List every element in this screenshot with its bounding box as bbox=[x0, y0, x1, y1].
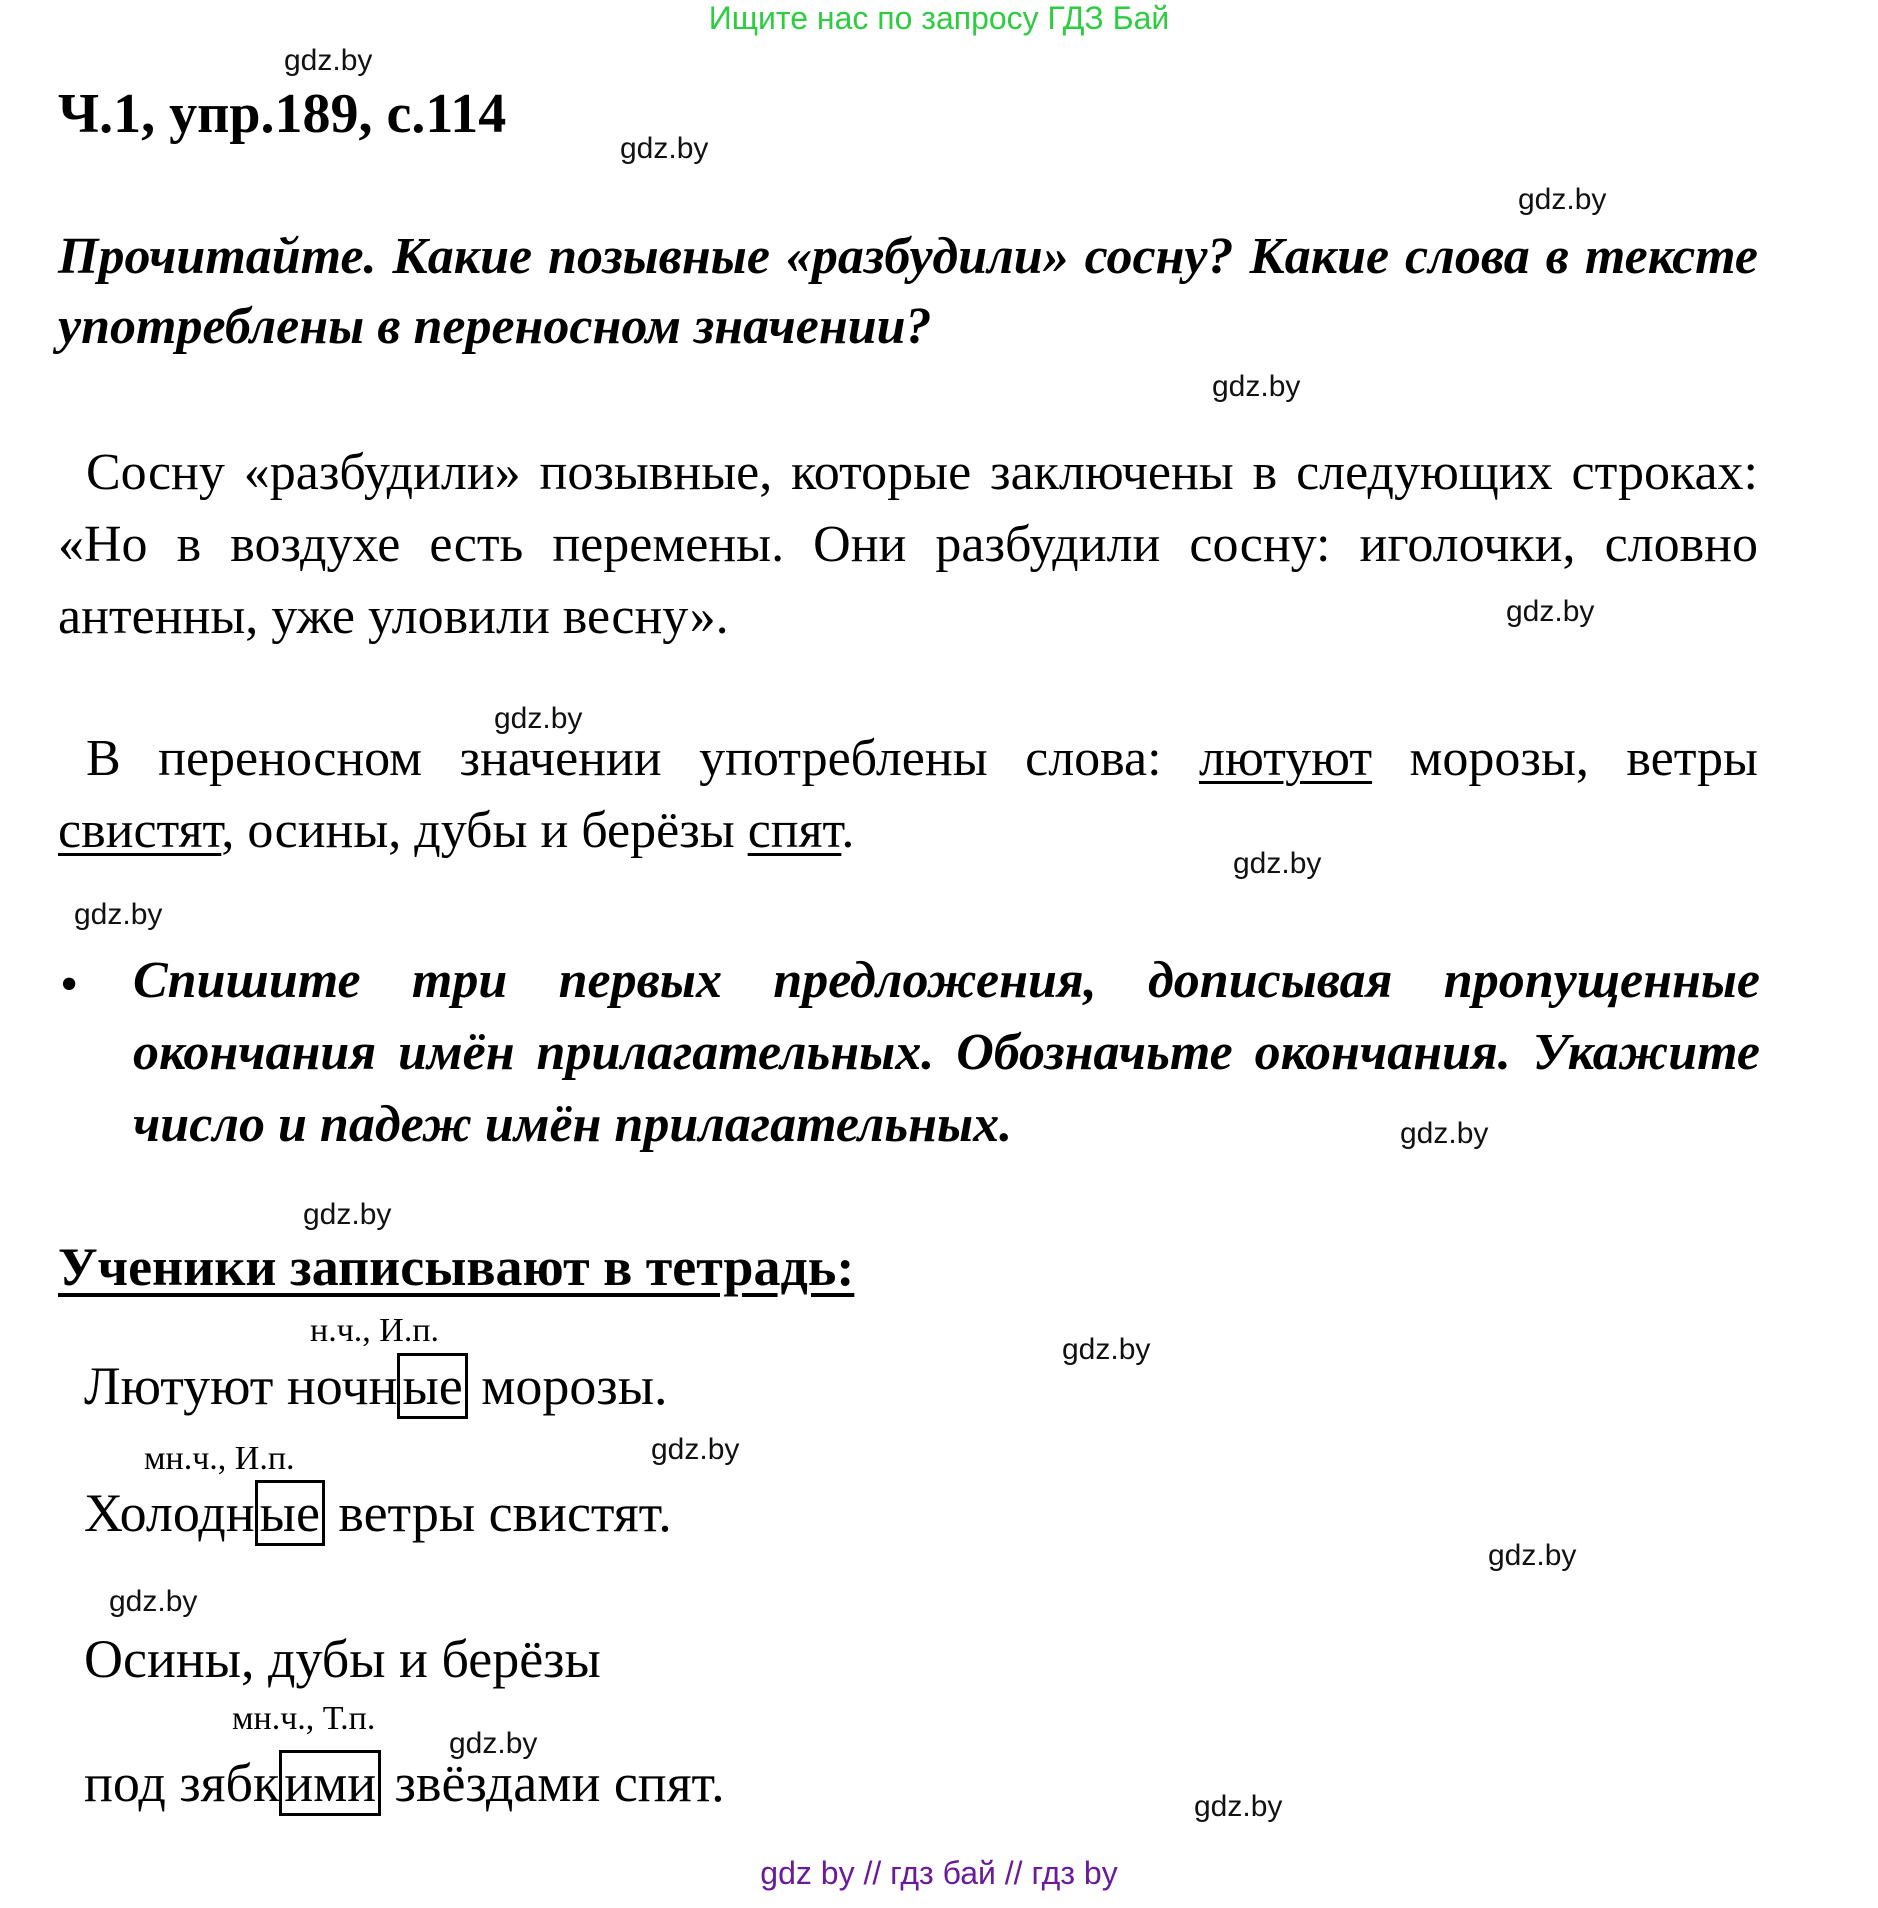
notebook-line: Осины, дубы и берёзы bbox=[84, 1629, 601, 1689]
underlined-word: спят bbox=[747, 802, 842, 859]
page-title: Ч.1, упр.189, с.114 bbox=[58, 83, 507, 145]
top-banner: Ищите нас по запросу ГДЗ Бай bbox=[708, 0, 1170, 36]
grammar-note: мн.ч., И.п. bbox=[144, 1440, 295, 1477]
answer-paragraph-2: В переносном значении употреблены слова: лютуют морозы, ветры свистят, осины, дубы и берёзы спят. bbox=[58, 730, 1758, 859]
watermark: gdz.by bbox=[1518, 183, 1607, 216]
task-instruction: Прочитайте. Какие позывные «разбудили» сосну? Какие слова в тексте употреблены в переносном значении? bbox=[58, 228, 1758, 355]
watermark: gdz.by bbox=[1212, 370, 1301, 403]
watermark: gdz.by bbox=[109, 1585, 198, 1618]
bottom-banner: gdz by // гдз бай // гдз by bbox=[760, 1855, 1118, 1891]
watermark: gdz.by bbox=[494, 702, 583, 735]
underlined-word: свистят bbox=[58, 802, 222, 859]
watermark: gdz.by bbox=[284, 44, 373, 77]
answer-paragraph-1: Сосну «разбудили» позывные, которые заключены в следующих строках: «Но в воздухе есть перемены. Они разбудили сосну: иголочки, словно антенны, уже уловили весну». bbox=[58, 444, 1758, 645]
underlined-word: лютуют bbox=[1199, 730, 1373, 787]
watermark: gdz.by bbox=[651, 1433, 740, 1466]
section-heading: Ученики записывают в тетрадь: bbox=[58, 1237, 855, 1297]
watermark: gdz.by bbox=[1400, 1117, 1489, 1150]
grammar-note: мн.ч., Т.п. bbox=[232, 1700, 376, 1737]
bullet-marker: • bbox=[60, 956, 79, 1013]
watermark: gdz.by bbox=[1506, 595, 1595, 628]
watermark: gdz.by bbox=[1194, 1790, 1283, 1823]
grammar-note: н.ч., И.п. bbox=[310, 1312, 440, 1349]
ending-box: ые bbox=[255, 1480, 325, 1546]
watermark: gdz.by bbox=[303, 1198, 392, 1231]
ending-box: ими bbox=[279, 1750, 381, 1816]
notebook-line: Холодные ветры свистят. bbox=[84, 1482, 672, 1544]
notebook-line: под зябкими звёздами спят. bbox=[84, 1752, 725, 1814]
watermark: gdz.by bbox=[620, 132, 709, 165]
ending-box: ые bbox=[397, 1353, 467, 1419]
watermark: gdz.by bbox=[74, 898, 163, 931]
watermark: gdz.by bbox=[1488, 1539, 1577, 1572]
watermark: gdz.by bbox=[1062, 1333, 1151, 1366]
notebook-line: Лютуют ночные морозы. bbox=[84, 1355, 667, 1417]
watermark: gdz.by bbox=[1233, 847, 1322, 880]
watermark: gdz.by bbox=[449, 1727, 538, 1760]
task-instruction-2: Спишите три первых предложения, дописывая пропущенные окончания имён прилагательных. Обозначьте окончания. Укажите число и падеж имён прилагательных. bbox=[133, 952, 1760, 1153]
